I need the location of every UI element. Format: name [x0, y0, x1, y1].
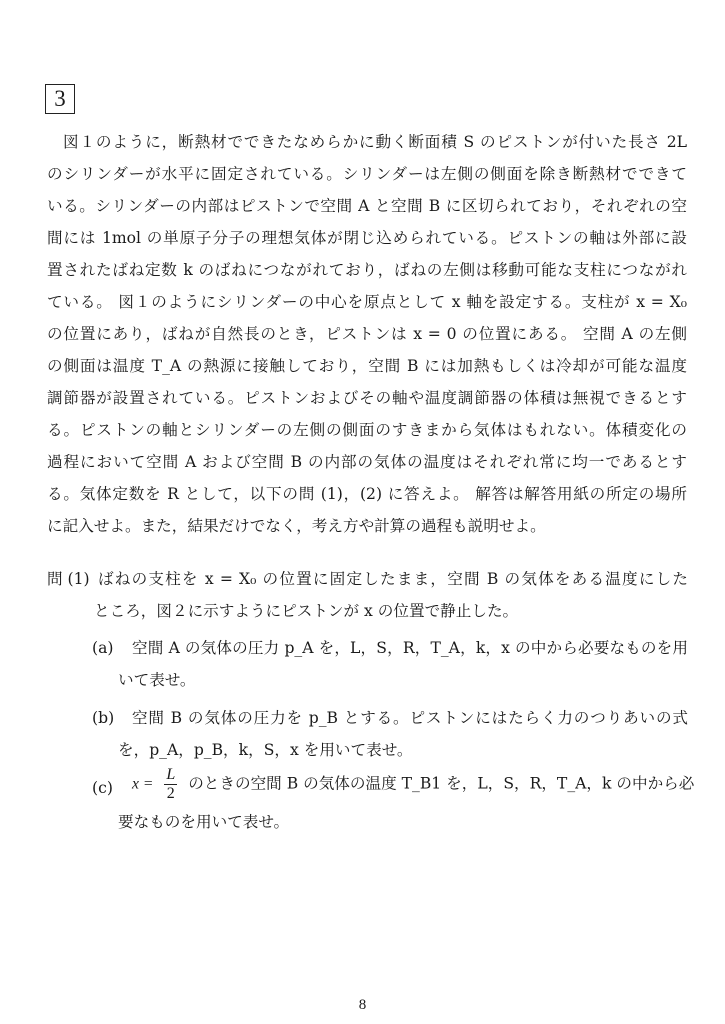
question-1-line: ところ，図２に示すようにピストンが x の位置で静止した。 [94, 602, 519, 620]
intro-line: 置されたばね定数 k のばねにつながれており，ばねの左側は移動可能な支柱につながれ [47, 261, 687, 279]
intro-line: 間には 1mol の単原子分子の理想気体が閉じ込められている。ピストンの軸は外部に設 [47, 229, 687, 247]
intro-line: る。気体定数を R として，以下の問 (1)，(2) に答えよ。 解答は解答用紙の所定の場所 [47, 485, 687, 503]
subquestion-b-line: を，p_A，p_B，k，S，x を用いて表せ。 [118, 741, 413, 759]
subquestion-b-label: (b) [92, 709, 115, 727]
subquestion-c [132, 766, 695, 803]
intro-line: のシリンダーが水平に固定されている。シリンダーは左側の側面を除き断熱材でできて [47, 165, 687, 183]
problem-number-box: 3 [45, 84, 75, 114]
fraction-denominator: 2 [166, 785, 175, 802]
intro-line: に記入せよ。また，結果だけでなく，考え方や計算の過程も説明せよ。 [47, 517, 546, 535]
question-1 [94, 563, 688, 627]
question-1-line: ばねの支柱を x = X₀ の位置に固定したまま，空間 B の気体をある温度にした [98, 570, 688, 588]
intro-line: 調節器が設置されている。ピストンおよびその軸や温度調節器の体積は無視できるとす [47, 389, 687, 407]
subquestion-b-line: 空間 B の気体の圧力を p_B とする。ピストンにはたらく力のつりあいの式 [132, 709, 688, 727]
intro-line: の位置にあり，ばねが自然長のとき，ピストンは x = 0 の位置にある。 空間 A の左側 [47, 325, 687, 343]
subquestion-b [118, 702, 688, 766]
subquestion-c-rest: のときの空間 B の気体の温度 T_B1 を，L，S，R，T_A，k の中から必 [188, 774, 695, 793]
intro-line: の側面は温度 T_A の熱源に接触しており，空間 B には加熱もしくは冷却が可能な温度 [47, 357, 687, 375]
intro-line: る。ピストンの軸とシリンダーの左側の側面のすきまから気体はもれない。体積変化の [47, 421, 687, 439]
intro-paragraph [47, 126, 687, 542]
intro-line: 過程において空間 A および空間 B の内部の気体の温度はそれぞれ常に均一であるとす [47, 453, 687, 471]
subquestion-c-line: 要なものを用いて表せ。 [118, 813, 290, 831]
subquestion-a-line: 空間 A の気体の圧力 p_A を，L，S，R，T_A，k，x の中から必要なものを用 [132, 639, 688, 657]
intro-line: ている。 図１のようにシリンダーの中心を原点として x 軸を設定する。支柱が x = X₀ [47, 293, 687, 311]
question-1-label: 問 (1) [47, 570, 90, 588]
subquestion-c-lead: x = [132, 775, 154, 793]
subquestion-c-label: (c) [92, 779, 113, 797]
subquestion-a-line: いて表せ。 [118, 671, 196, 689]
page-number: 8 [358, 997, 367, 1013]
fraction-numerator: L [166, 766, 176, 783]
subquestion-a [118, 632, 688, 696]
fraction-l-over-2 [164, 766, 177, 803]
subquestion-c-continued [118, 806, 678, 838]
subquestion-a-label: (a) [92, 639, 114, 657]
intro-line: 図１のように，断熱材でできたなめらかに動く断面積 S のピストンが付いた長さ 2L [63, 133, 687, 151]
intro-line: いる。シリンダーの内部はピストンで空間 A と空間 B に区切られており，それぞれの空 [47, 197, 687, 215]
